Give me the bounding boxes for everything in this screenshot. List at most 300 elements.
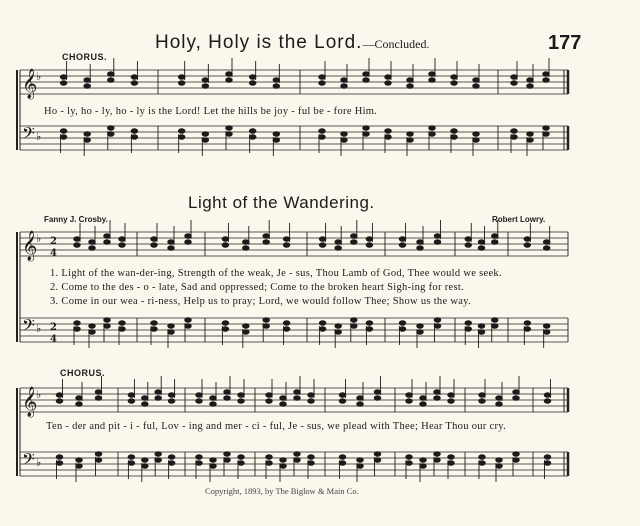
verse-line-1: 1. Light of the wan-der-ing, Strength of the weak, Je - sus, Thou Lamb of God, Thee would we seek. [50, 268, 502, 279]
note-head [104, 240, 111, 245]
note-head [479, 399, 486, 404]
note-head [263, 234, 270, 239]
note-head [527, 132, 534, 137]
note-head [465, 237, 472, 242]
note-head [243, 246, 250, 251]
note-head [224, 452, 231, 457]
bass-clef-icon: 𝄢 [22, 315, 35, 339]
flat-icon: ♭ [36, 388, 42, 401]
note-head [399, 321, 406, 326]
note-head [294, 390, 301, 395]
note-head [434, 324, 441, 329]
note-head [249, 81, 256, 86]
note-head [363, 72, 370, 77]
note-head [491, 234, 498, 239]
note-head [357, 458, 364, 463]
bass-clef-icon: 𝄢 [22, 449, 35, 473]
note-head [283, 243, 290, 248]
note-head [89, 324, 96, 329]
note-head [273, 78, 280, 83]
note-head [128, 399, 135, 404]
note-head [478, 324, 485, 329]
note-head [108, 72, 115, 77]
note-head [178, 75, 185, 80]
note-head [210, 458, 217, 463]
note-head [339, 399, 346, 404]
note-head [210, 402, 217, 407]
note-head [238, 455, 245, 460]
note-head [243, 330, 250, 335]
note-head [434, 390, 441, 395]
note-head [363, 78, 370, 83]
note-head [407, 84, 414, 89]
note-head [308, 393, 315, 398]
note-head [273, 138, 280, 143]
note-head [168, 240, 175, 245]
hymn1-subtitle: —Concluded. [362, 37, 430, 51]
note-head [434, 458, 441, 463]
flat-icon: ♭ [36, 322, 42, 335]
note-head [543, 72, 550, 77]
note-head [496, 458, 503, 463]
note-head [131, 81, 138, 86]
note-head [491, 240, 498, 245]
hymn1-title-text: Holy, Holy is the Lord. [155, 32, 363, 53]
note-head [524, 321, 531, 326]
note-head [283, 327, 290, 332]
note-head [119, 327, 126, 332]
note-head [448, 393, 455, 398]
note-head [496, 402, 503, 407]
bass-clef-icon: 𝄢 [22, 123, 35, 147]
note-head [341, 78, 348, 83]
note-head [434, 234, 441, 239]
note-head [128, 393, 135, 398]
note-head [451, 135, 458, 140]
note-head [263, 240, 270, 245]
note-head [374, 452, 381, 457]
note-head [178, 135, 185, 140]
note-head [76, 402, 83, 407]
note-head [226, 132, 233, 137]
note-head [168, 461, 175, 466]
note-head [513, 458, 520, 463]
note-head [108, 126, 115, 131]
note-head [429, 78, 436, 83]
note-head [366, 321, 373, 326]
note-head [168, 324, 175, 329]
note-head [280, 464, 287, 469]
note-head [496, 464, 503, 469]
note-head [84, 84, 91, 89]
note-head [417, 240, 424, 245]
note-head [511, 129, 518, 134]
verse-line-2: 2. Come to the des - o - late, Sad and oppressed; Come to the broken heart Sigh-ing for rest. [50, 282, 464, 293]
note-head [319, 327, 326, 332]
note-head [385, 81, 392, 86]
note-head [341, 84, 348, 89]
time-signature: 4 [50, 248, 57, 259]
note-head [238, 461, 245, 466]
note-head [76, 396, 83, 401]
note-head [243, 240, 250, 245]
note-head [374, 458, 381, 463]
note-head [543, 132, 550, 137]
note-head [385, 75, 392, 80]
note-head [399, 243, 406, 248]
note-head [339, 455, 346, 460]
note-head [280, 402, 287, 407]
note-head [108, 132, 115, 137]
note-head [524, 327, 531, 332]
note-head [142, 402, 149, 407]
note-head [434, 452, 441, 457]
note-head [491, 324, 498, 329]
note-head [128, 461, 135, 466]
note-head [89, 240, 96, 245]
note-head [273, 84, 280, 89]
note-head [142, 396, 149, 401]
note-head [374, 390, 381, 395]
note-head [224, 458, 231, 463]
note-head [294, 452, 301, 457]
note-head [363, 126, 370, 131]
note-head [294, 458, 301, 463]
note-head [151, 327, 158, 332]
note-head [335, 246, 342, 251]
note-head [185, 318, 192, 323]
note-head [406, 455, 413, 460]
note-head [513, 396, 520, 401]
note-head [341, 138, 348, 143]
note-head [366, 243, 373, 248]
note-head [451, 75, 458, 80]
note-head [178, 81, 185, 86]
note-head [319, 135, 326, 140]
note-head [155, 458, 162, 463]
note-head [544, 399, 551, 404]
note-head [280, 458, 287, 463]
note-head [465, 243, 472, 248]
note-head [151, 321, 158, 326]
note-head [434, 240, 441, 245]
note-head [119, 243, 126, 248]
note-head [142, 464, 149, 469]
note-head [448, 461, 455, 466]
note-head [226, 78, 233, 83]
note-head [478, 330, 485, 335]
note-head [151, 237, 158, 242]
note-head [74, 237, 81, 242]
note-head [202, 84, 209, 89]
flat-icon: ♭ [36, 232, 42, 245]
note-head [479, 393, 486, 398]
note-head [222, 321, 229, 326]
hymn2-title: Light of the Wandering. [188, 193, 375, 212]
note-head [417, 330, 424, 335]
note-head [434, 396, 441, 401]
note-head [95, 452, 102, 457]
page-number: 177 [548, 32, 582, 54]
note-head [319, 321, 326, 326]
note-head [224, 390, 231, 395]
note-head [473, 138, 480, 143]
note-head [249, 135, 256, 140]
note-head [155, 390, 162, 395]
note-head [429, 126, 436, 131]
note-head [56, 399, 63, 404]
note-head [417, 246, 424, 251]
note-head [74, 243, 81, 248]
note-head [131, 75, 138, 80]
note-head [95, 458, 102, 463]
note-head [266, 393, 273, 398]
note-head [478, 240, 485, 245]
note-head [406, 399, 413, 404]
note-head [448, 455, 455, 460]
note-head [479, 455, 486, 460]
note-head [155, 452, 162, 457]
note-head [319, 75, 326, 80]
note-head [543, 126, 550, 131]
lyricist-credit: Fanny J. Crosby. [44, 215, 108, 224]
note-head [420, 402, 427, 407]
note-head [224, 396, 231, 401]
note-head [319, 129, 326, 134]
note-head [168, 330, 175, 335]
note-head [202, 132, 209, 137]
note-head [168, 393, 175, 398]
note-head [407, 132, 414, 137]
note-head [363, 132, 370, 137]
note-head [465, 327, 472, 332]
note-head [543, 246, 550, 251]
note-head [451, 129, 458, 134]
note-head [74, 327, 81, 332]
time-signature: 4 [50, 334, 57, 345]
note-head [478, 246, 485, 251]
note-head [527, 138, 534, 143]
note-head [513, 452, 520, 457]
note-head [319, 237, 326, 242]
note-head [196, 461, 203, 466]
note-head [104, 234, 111, 239]
note-head [243, 324, 250, 329]
note-head [249, 129, 256, 134]
note-head [104, 318, 111, 323]
note-head [196, 399, 203, 404]
note-head [74, 321, 81, 326]
note-head [335, 324, 342, 329]
note-head [319, 81, 326, 86]
note-head [339, 393, 346, 398]
note-head [266, 399, 273, 404]
note-head [351, 324, 358, 329]
note-head [76, 458, 83, 463]
note-head [283, 237, 290, 242]
note-head [263, 324, 270, 329]
treble-clef-icon: 𝄞 [22, 231, 38, 261]
note-head [429, 132, 436, 137]
note-head [429, 72, 436, 77]
note-head [89, 246, 96, 251]
note-head [511, 75, 518, 80]
note-head [385, 129, 392, 134]
note-head [473, 78, 480, 83]
note-head [406, 393, 413, 398]
note-head [524, 243, 531, 248]
note-head [222, 327, 229, 332]
note-head [84, 138, 91, 143]
flat-icon: ♭ [36, 456, 42, 469]
composer-credit: Robert Lowry. [492, 215, 546, 224]
note-head [84, 132, 91, 137]
note-head [56, 393, 63, 398]
note-head [399, 327, 406, 332]
note-head [263, 318, 270, 323]
note-head [294, 396, 301, 401]
note-head [366, 237, 373, 242]
note-head [434, 318, 441, 323]
note-head [60, 135, 67, 140]
note-head [84, 78, 91, 83]
note-head [168, 246, 175, 251]
note-head [544, 393, 551, 398]
note-head [479, 461, 486, 466]
note-head [104, 324, 111, 329]
copyright-notice: Copyright, 1893, by The Biglow & Main Co. [205, 486, 359, 496]
note-head [399, 237, 406, 242]
note-head [308, 455, 315, 460]
note-head [513, 390, 520, 395]
note-head [56, 461, 63, 466]
note-head [491, 318, 498, 323]
note-head [341, 132, 348, 137]
note-head [273, 132, 280, 137]
note-head [473, 132, 480, 137]
note-head [357, 464, 364, 469]
note-head [266, 455, 273, 460]
note-head [168, 399, 175, 404]
note-head [420, 396, 427, 401]
note-head [473, 84, 480, 89]
note-head [511, 81, 518, 86]
note-head [357, 402, 364, 407]
note-head [249, 75, 256, 80]
note-head [407, 138, 414, 143]
note-head [280, 396, 287, 401]
note-head [407, 78, 414, 83]
note-head [185, 324, 192, 329]
note-head [155, 396, 162, 401]
note-head [56, 455, 63, 460]
note-head [465, 321, 472, 326]
note-head [108, 78, 115, 83]
note-head [196, 455, 203, 460]
note-head [95, 396, 102, 401]
flat-icon: ♭ [36, 70, 42, 83]
note-head [448, 399, 455, 404]
note-head [527, 84, 534, 89]
note-head [351, 234, 358, 239]
note-head [202, 138, 209, 143]
note-head [142, 458, 149, 463]
note-head [543, 324, 550, 329]
note-head [119, 321, 126, 326]
note-head [451, 81, 458, 86]
note-head [60, 129, 67, 134]
note-head [524, 237, 531, 242]
note-head [210, 396, 217, 401]
note-head [308, 399, 315, 404]
note-head [283, 321, 290, 326]
note-head [151, 243, 158, 248]
chorus-label-2: CHORUS. [60, 368, 106, 378]
note-head [527, 78, 534, 83]
note-head [420, 458, 427, 463]
note-head [60, 81, 67, 86]
note-head [351, 318, 358, 323]
note-head [335, 330, 342, 335]
note-head [76, 464, 83, 469]
note-head [238, 399, 245, 404]
note-head [202, 78, 209, 83]
note-head [196, 393, 203, 398]
note-head [357, 396, 364, 401]
note-head [185, 240, 192, 245]
note-head [511, 135, 518, 140]
note-head [366, 327, 373, 332]
note-head [222, 237, 229, 242]
note-head [131, 135, 138, 140]
flat-icon: ♭ [36, 130, 42, 143]
note-head [178, 129, 185, 134]
note-head [544, 455, 551, 460]
time-signature: 2 [50, 236, 57, 247]
note-head [308, 461, 315, 466]
note-head [417, 324, 424, 329]
hymn1-lyric: Ho - ly, ho - ly, ho - ly is the Lord! Let the hills be joy - ful be - fore Him. [44, 106, 378, 117]
note-head [226, 72, 233, 77]
note-head [543, 330, 550, 335]
note-head [168, 455, 175, 460]
note-head [374, 396, 381, 401]
note-head [210, 464, 217, 469]
note-head [339, 461, 346, 466]
chorus-label-1: CHORUS. [62, 52, 108, 62]
note-head [119, 237, 126, 242]
note-head [95, 390, 102, 395]
note-head [131, 129, 138, 134]
note-head [319, 243, 326, 248]
note-head [60, 75, 67, 80]
note-head [544, 461, 551, 466]
note-head [420, 464, 427, 469]
note-head [128, 455, 135, 460]
verse-line-3: 3. Come in our wea - ri-ness, Help us to pray; Lord, we would follow Thee; Show us the way. [50, 296, 471, 307]
note-head [226, 126, 233, 131]
time-signature: 2 [50, 322, 57, 333]
note-head [385, 135, 392, 140]
note-head [335, 240, 342, 245]
chorus-lyric: Ten - der and pit - i - ful, Lov - ing and mer - ci - ful, Je - sus, we plead with Thee; Hear Thou our cry. [46, 421, 507, 432]
note-head [89, 330, 96, 335]
note-head [543, 78, 550, 83]
note-head [222, 243, 229, 248]
note-head [238, 393, 245, 398]
treble-clef-icon: 𝄞 [22, 69, 38, 99]
treble-clef-icon: 𝄞 [22, 387, 38, 417]
